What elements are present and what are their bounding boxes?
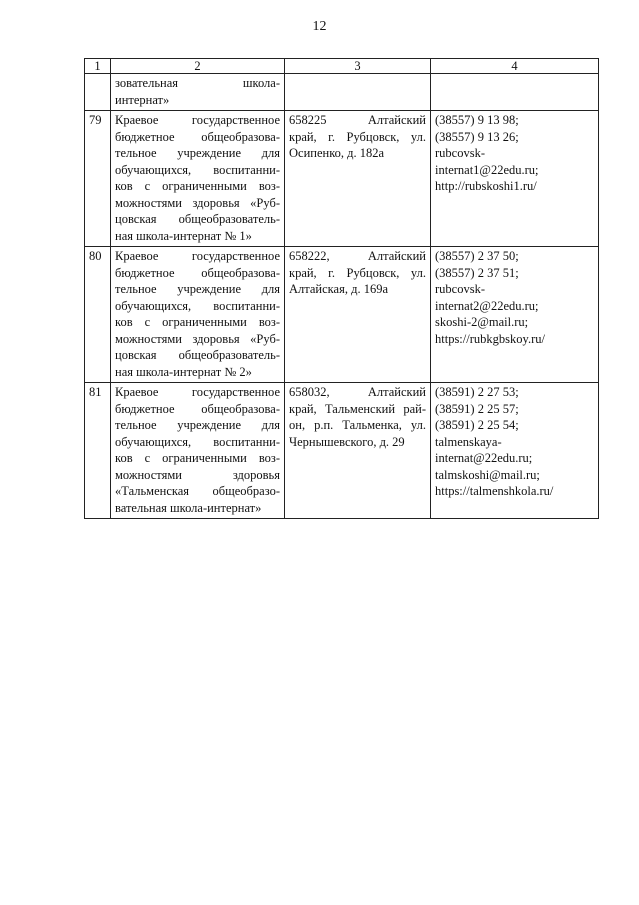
phone-line: (38591) 2 27 53; bbox=[435, 385, 519, 399]
name-line: можностями здоровья «Руб- bbox=[115, 195, 280, 210]
name-line: можностями здоровья bbox=[115, 467, 280, 482]
email-line: skoshi-2@mail.ru; bbox=[435, 315, 529, 329]
website-line: https://talmenshkola.ru/ bbox=[435, 484, 554, 498]
name-line: обучающихся, воспитанни- bbox=[115, 298, 280, 313]
name-line: тельное учреждение для bbox=[115, 418, 280, 432]
table-row bbox=[85, 383, 599, 519]
address-cell bbox=[285, 247, 431, 383]
website-line: https://rubkgbskoy.ru/ bbox=[435, 331, 545, 346]
phone-line: (38557) 9 13 26; bbox=[435, 129, 519, 144]
address-line: Чернышевского, д. 29 bbox=[289, 434, 405, 449]
row-number: 79 bbox=[85, 111, 111, 247]
name-line: обучающихся, воспитанни- bbox=[115, 434, 280, 449]
name-line: бюджетное общеобразова- bbox=[115, 401, 280, 416]
continuation-contact-cell bbox=[431, 74, 599, 111]
continuation-row bbox=[85, 74, 599, 111]
table-row bbox=[85, 111, 599, 247]
column-header-2: 2 bbox=[111, 59, 285, 74]
website-line: http://rubskoshi1.ru/ bbox=[435, 179, 537, 193]
name-line: «Тальменская общеобразо- bbox=[115, 484, 280, 498]
address-line: край, Тальменский рай- bbox=[289, 401, 426, 416]
address-line: 658222, Алтайский bbox=[289, 249, 426, 263]
address-line: край, г. Рубцовск, ул. bbox=[289, 129, 426, 144]
page-number: 12 bbox=[312, 19, 327, 34]
contacts-cell bbox=[431, 383, 599, 519]
name-line: можностями здоровья «Руб- bbox=[115, 331, 280, 346]
table-header-row bbox=[85, 59, 599, 74]
contacts-cell bbox=[431, 247, 599, 383]
email-line: internat@22edu.ru; bbox=[435, 451, 533, 465]
address-line: Алтайская, д. 169а bbox=[289, 282, 389, 296]
name-line: бюджетное общеобразова- bbox=[115, 129, 280, 144]
column-header-3: 3 bbox=[285, 59, 431, 74]
name-line: тельное учреждение для bbox=[115, 146, 280, 160]
address-line: 658225 Алтайский bbox=[289, 113, 426, 127]
name-line: вательная школа-интернат» bbox=[115, 500, 262, 515]
institutions-table bbox=[84, 58, 599, 519]
phone-line: (38557) 2 37 50; bbox=[435, 249, 519, 263]
name-line: ков с ограниченными воз- bbox=[115, 451, 280, 465]
phone-line: (38557) 9 13 98; bbox=[435, 113, 519, 127]
address-cell bbox=[285, 111, 431, 247]
institution-name-cell bbox=[111, 111, 285, 247]
name-line: тельное учреждение для bbox=[115, 282, 280, 296]
phone-line: (38591) 2 25 54; bbox=[435, 418, 519, 432]
table-row bbox=[85, 247, 599, 383]
phone-line: (38591) 2 25 57; bbox=[435, 401, 519, 416]
name-line: бюджетное общеобразова- bbox=[115, 265, 280, 280]
column-header-1: 1 bbox=[85, 59, 111, 74]
continuation-address-cell bbox=[285, 74, 431, 111]
continuation-name-cell bbox=[111, 74, 285, 111]
email-line: talmenskaya- bbox=[435, 434, 502, 449]
name-line: Краевое государственное bbox=[115, 249, 280, 263]
address-cell bbox=[285, 383, 431, 519]
name-line: интернат» bbox=[115, 92, 170, 107]
name-line: обучающихся, воспитанни- bbox=[115, 162, 280, 177]
email-line: internat1@22edu.ru; bbox=[435, 162, 539, 177]
address-line: 658032, Алтайский bbox=[289, 385, 426, 399]
name-line: ков с ограниченными воз- bbox=[115, 179, 280, 193]
name-line: Краевое государственное bbox=[115, 113, 280, 127]
name-line: цовская общеобразователь- bbox=[115, 212, 280, 226]
email-line: talmskoshi@mail.ru; bbox=[435, 467, 540, 482]
email-line: internat2@22edu.ru; bbox=[435, 298, 539, 313]
name-line: цовская общеобразователь- bbox=[115, 348, 280, 362]
institution-name-cell bbox=[111, 247, 285, 383]
name-line: Краевое государственное bbox=[115, 385, 280, 399]
institution-name-cell bbox=[111, 383, 285, 519]
phone-line: (38557) 2 37 51; bbox=[435, 265, 519, 280]
row-number: 81 bbox=[85, 383, 111, 519]
name-line: ков с ограниченными воз- bbox=[115, 315, 280, 329]
contacts-cell bbox=[431, 111, 599, 247]
name-line: ная школа-интернат № 1» bbox=[115, 228, 252, 243]
column-header-4: 4 bbox=[431, 59, 599, 74]
email-line: rubcovsk- bbox=[435, 282, 485, 296]
address-line: он, р.п. Тальменка, ул. bbox=[289, 418, 426, 432]
continuation-number-cell bbox=[85, 74, 111, 111]
name-line: зовательная школа- bbox=[115, 76, 280, 90]
address-line: Осипенко, д. 182а bbox=[289, 146, 385, 160]
name-line: ная школа-интернат № 2» bbox=[115, 364, 252, 379]
row-number: 80 bbox=[85, 247, 111, 383]
email-line: rubcovsk- bbox=[435, 146, 485, 160]
address-line: край, г. Рубцовск, ул. bbox=[289, 265, 426, 280]
